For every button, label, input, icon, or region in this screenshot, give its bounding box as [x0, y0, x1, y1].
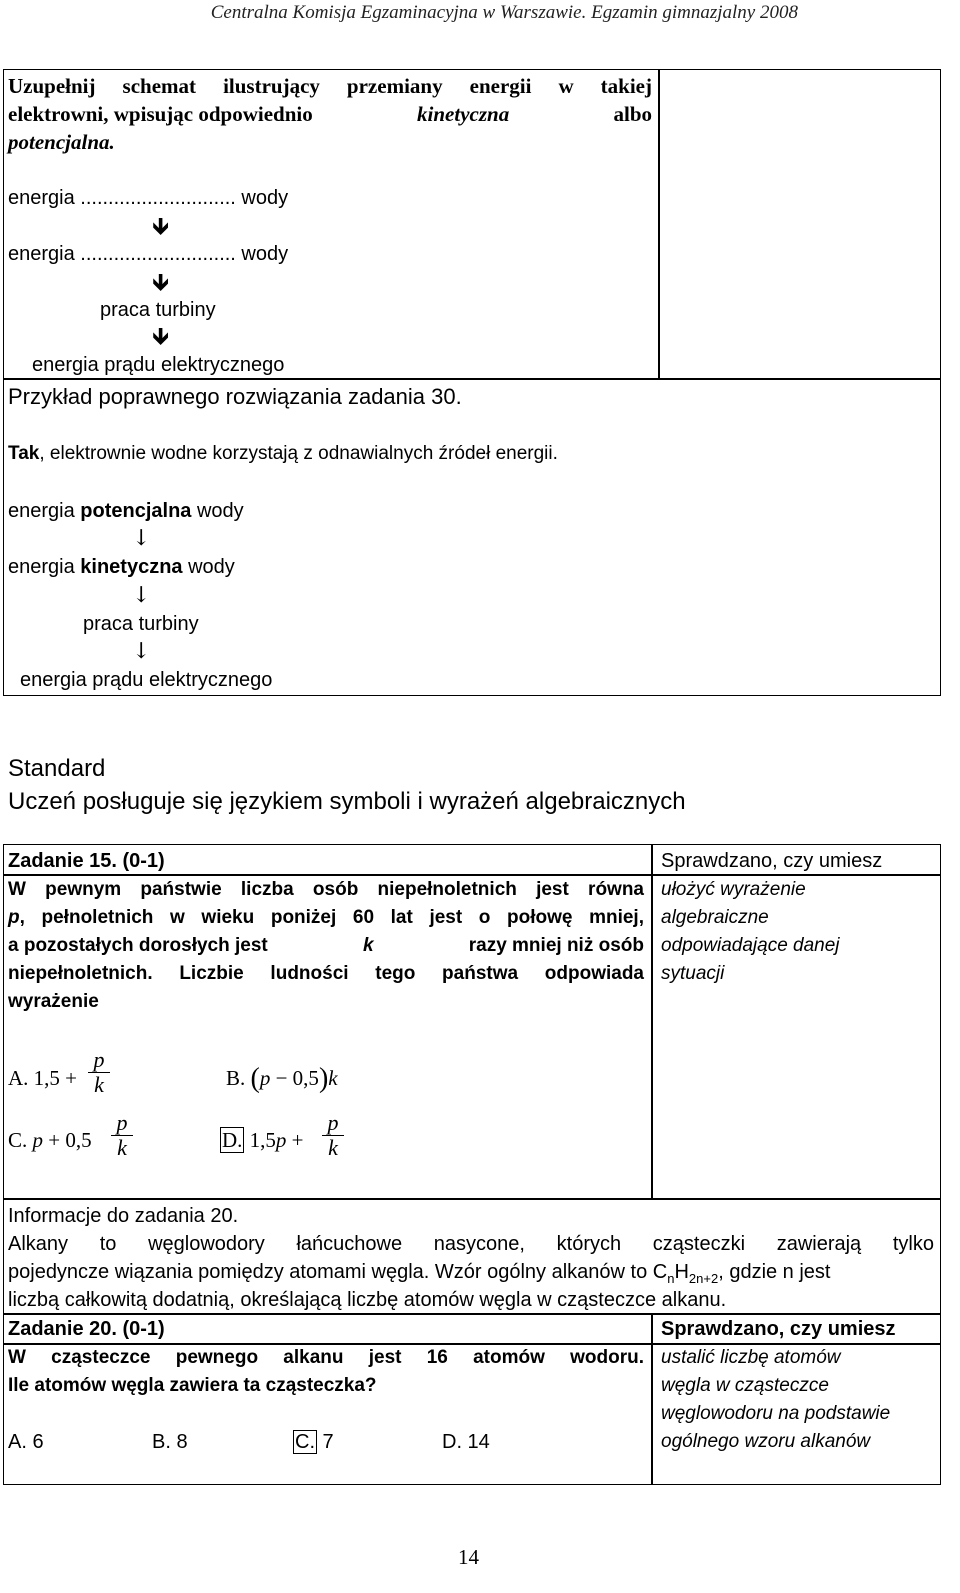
- arrow-down-icon: 🡻: [152, 212, 170, 240]
- task15-option-d-fraction: p k: [322, 1111, 344, 1160]
- correct-answer-marker: C.: [295, 1431, 315, 1453]
- standard-text: Uczeń posługuje się językiem symboli i wyrażeń algebraicznych: [8, 788, 686, 815]
- task15-option-c-fraction: p k: [111, 1111, 133, 1160]
- task15-body-line5: wyrażenie: [8, 991, 99, 1012]
- task20-skill-3: węglowodoru na podstawie: [661, 1403, 891, 1424]
- scheme-line-2: energia ............................ wody: [8, 243, 289, 265]
- task15-option-c[interactable]: C. p + 0,5: [8, 1128, 92, 1152]
- arrow-down-icon: ↓: [132, 526, 151, 551]
- scheme-line-4: energia prądu elektrycznego: [32, 354, 285, 376]
- task20-info-line3: liczbą całkowitą dodatnią, określającą liczbę atomów węgla w cząsteczce alkanu.: [8, 1289, 727, 1311]
- arrow-down-icon: 🡻: [152, 322, 170, 350]
- task15-option-b[interactable]: B. (p − 0,5)k: [226, 1063, 338, 1094]
- task15-body-line2: p, pełnoletnich w wieku poniżej 60 lat jest o połowę mniej,: [8, 907, 644, 928]
- example-title: Przykład poprawnego rozwiązania zadania 30.: [8, 384, 462, 409]
- task20-option-b[interactable]: B. 8: [152, 1431, 188, 1453]
- task15-body-line4: niepełnoletnich. Liczbie ludności tego państwa odpowiada: [8, 963, 644, 984]
- solution-line-4: energia prądu elektrycznego: [20, 669, 273, 691]
- task20-skill-2: węgla w cząsteczce: [661, 1375, 829, 1396]
- arrow-down-icon: ↓: [132, 639, 151, 664]
- task20-info-title: Informacje do zadania 20.: [8, 1205, 239, 1227]
- task15-skill-3: odpowiadające danej: [661, 935, 840, 956]
- solution-line-2: energia kinetyczna wody: [8, 556, 235, 578]
- task15-check-header: Sprawdzano, czy umiesz: [661, 850, 883, 872]
- task30-instruction-line2: elektrowni, wpisując odpowiednio kinetyczna albo: [8, 102, 652, 126]
- task20-skill-4: ogólnego wzoru alkanów: [661, 1431, 871, 1452]
- task30-instruction-line1: Uzupełnij schemat ilustrujący przemiany energii w takiej: [8, 74, 652, 98]
- scheme-line-1: energia ............................ wody: [8, 187, 289, 209]
- task20-question-line1: W cząsteczce pewnego alkanu jest 16 atomów wodoru.: [8, 1347, 644, 1368]
- task20-question-line2: Ile atomów węgla zawiera ta cząsteczka?: [8, 1375, 377, 1396]
- arrow-down-icon: ↓: [132, 583, 151, 608]
- task15-title: Zadanie 15. (0-1): [8, 850, 165, 872]
- scheme-line-3: praca turbiny: [100, 299, 216, 321]
- task15-option-d[interactable]: D. 1,5p +: [222, 1128, 304, 1152]
- example-answer: Tak, elektrownie wodne korzystają z odnawialnych źródeł energii.: [8, 443, 558, 464]
- task20-title: Zadanie 20. (0-1): [8, 1318, 165, 1340]
- page-header: [0, 2, 960, 24]
- page-number: 14: [458, 1545, 479, 1569]
- task20-divider-v: [651, 1313, 653, 1485]
- task15-skill-2: algebraiczne: [661, 907, 769, 928]
- task30-divider-v: [658, 69, 660, 379]
- correct-answer-marker: D.: [222, 1128, 243, 1152]
- task15-option-a-fraction: p k: [88, 1048, 110, 1097]
- arrow-down-icon: 🡻: [152, 268, 170, 296]
- standard-title: Standard: [8, 755, 106, 782]
- task20-option-a[interactable]: A. 6: [8, 1431, 44, 1453]
- task30-instruction-line3: potencjalna.: [8, 130, 115, 154]
- task15-body-line3: a pozostałych dorosłych jest k razy mniej niż osób: [8, 935, 644, 956]
- task20-check-header: Sprawdzano, czy umiesz: [661, 1318, 896, 1340]
- task15-divider-v: [651, 844, 653, 1199]
- task15-body-line1: W pewnym państwie liczba osób niepełnoletnich jest równa: [8, 879, 644, 900]
- solution-line-1: energia potencjalna wody: [8, 500, 244, 522]
- task15-skill-4: sytuacji: [661, 963, 725, 984]
- task15-option-a[interactable]: A. 1,5 +: [8, 1066, 78, 1090]
- task20-option-d[interactable]: D. 14: [442, 1431, 490, 1453]
- task20-info-line2: pojedyncze wiązania pomiędzy atomami węgla. Wzór ogólny alkanów to $C_nH_{2n+2}$, gdzie n jest: [8, 1261, 831, 1286]
- header-text: Centralna Komisja Egzaminacyjna w Warszawie. Egzamin gimnazjalny 2008: [210, 2, 798, 23]
- task20-info-line1: Alkany to węglowodory łańcuchowe nasycone, których cząsteczki zawierają tylko: [8, 1233, 934, 1255]
- task20-skill-1: ustalić liczbę atomów: [661, 1347, 841, 1368]
- task20-option-c[interactable]: C. 7: [295, 1431, 334, 1453]
- solution-line-3: praca turbiny: [83, 613, 199, 635]
- task15-skill-1: ułożyć wyrażenie: [661, 879, 806, 900]
